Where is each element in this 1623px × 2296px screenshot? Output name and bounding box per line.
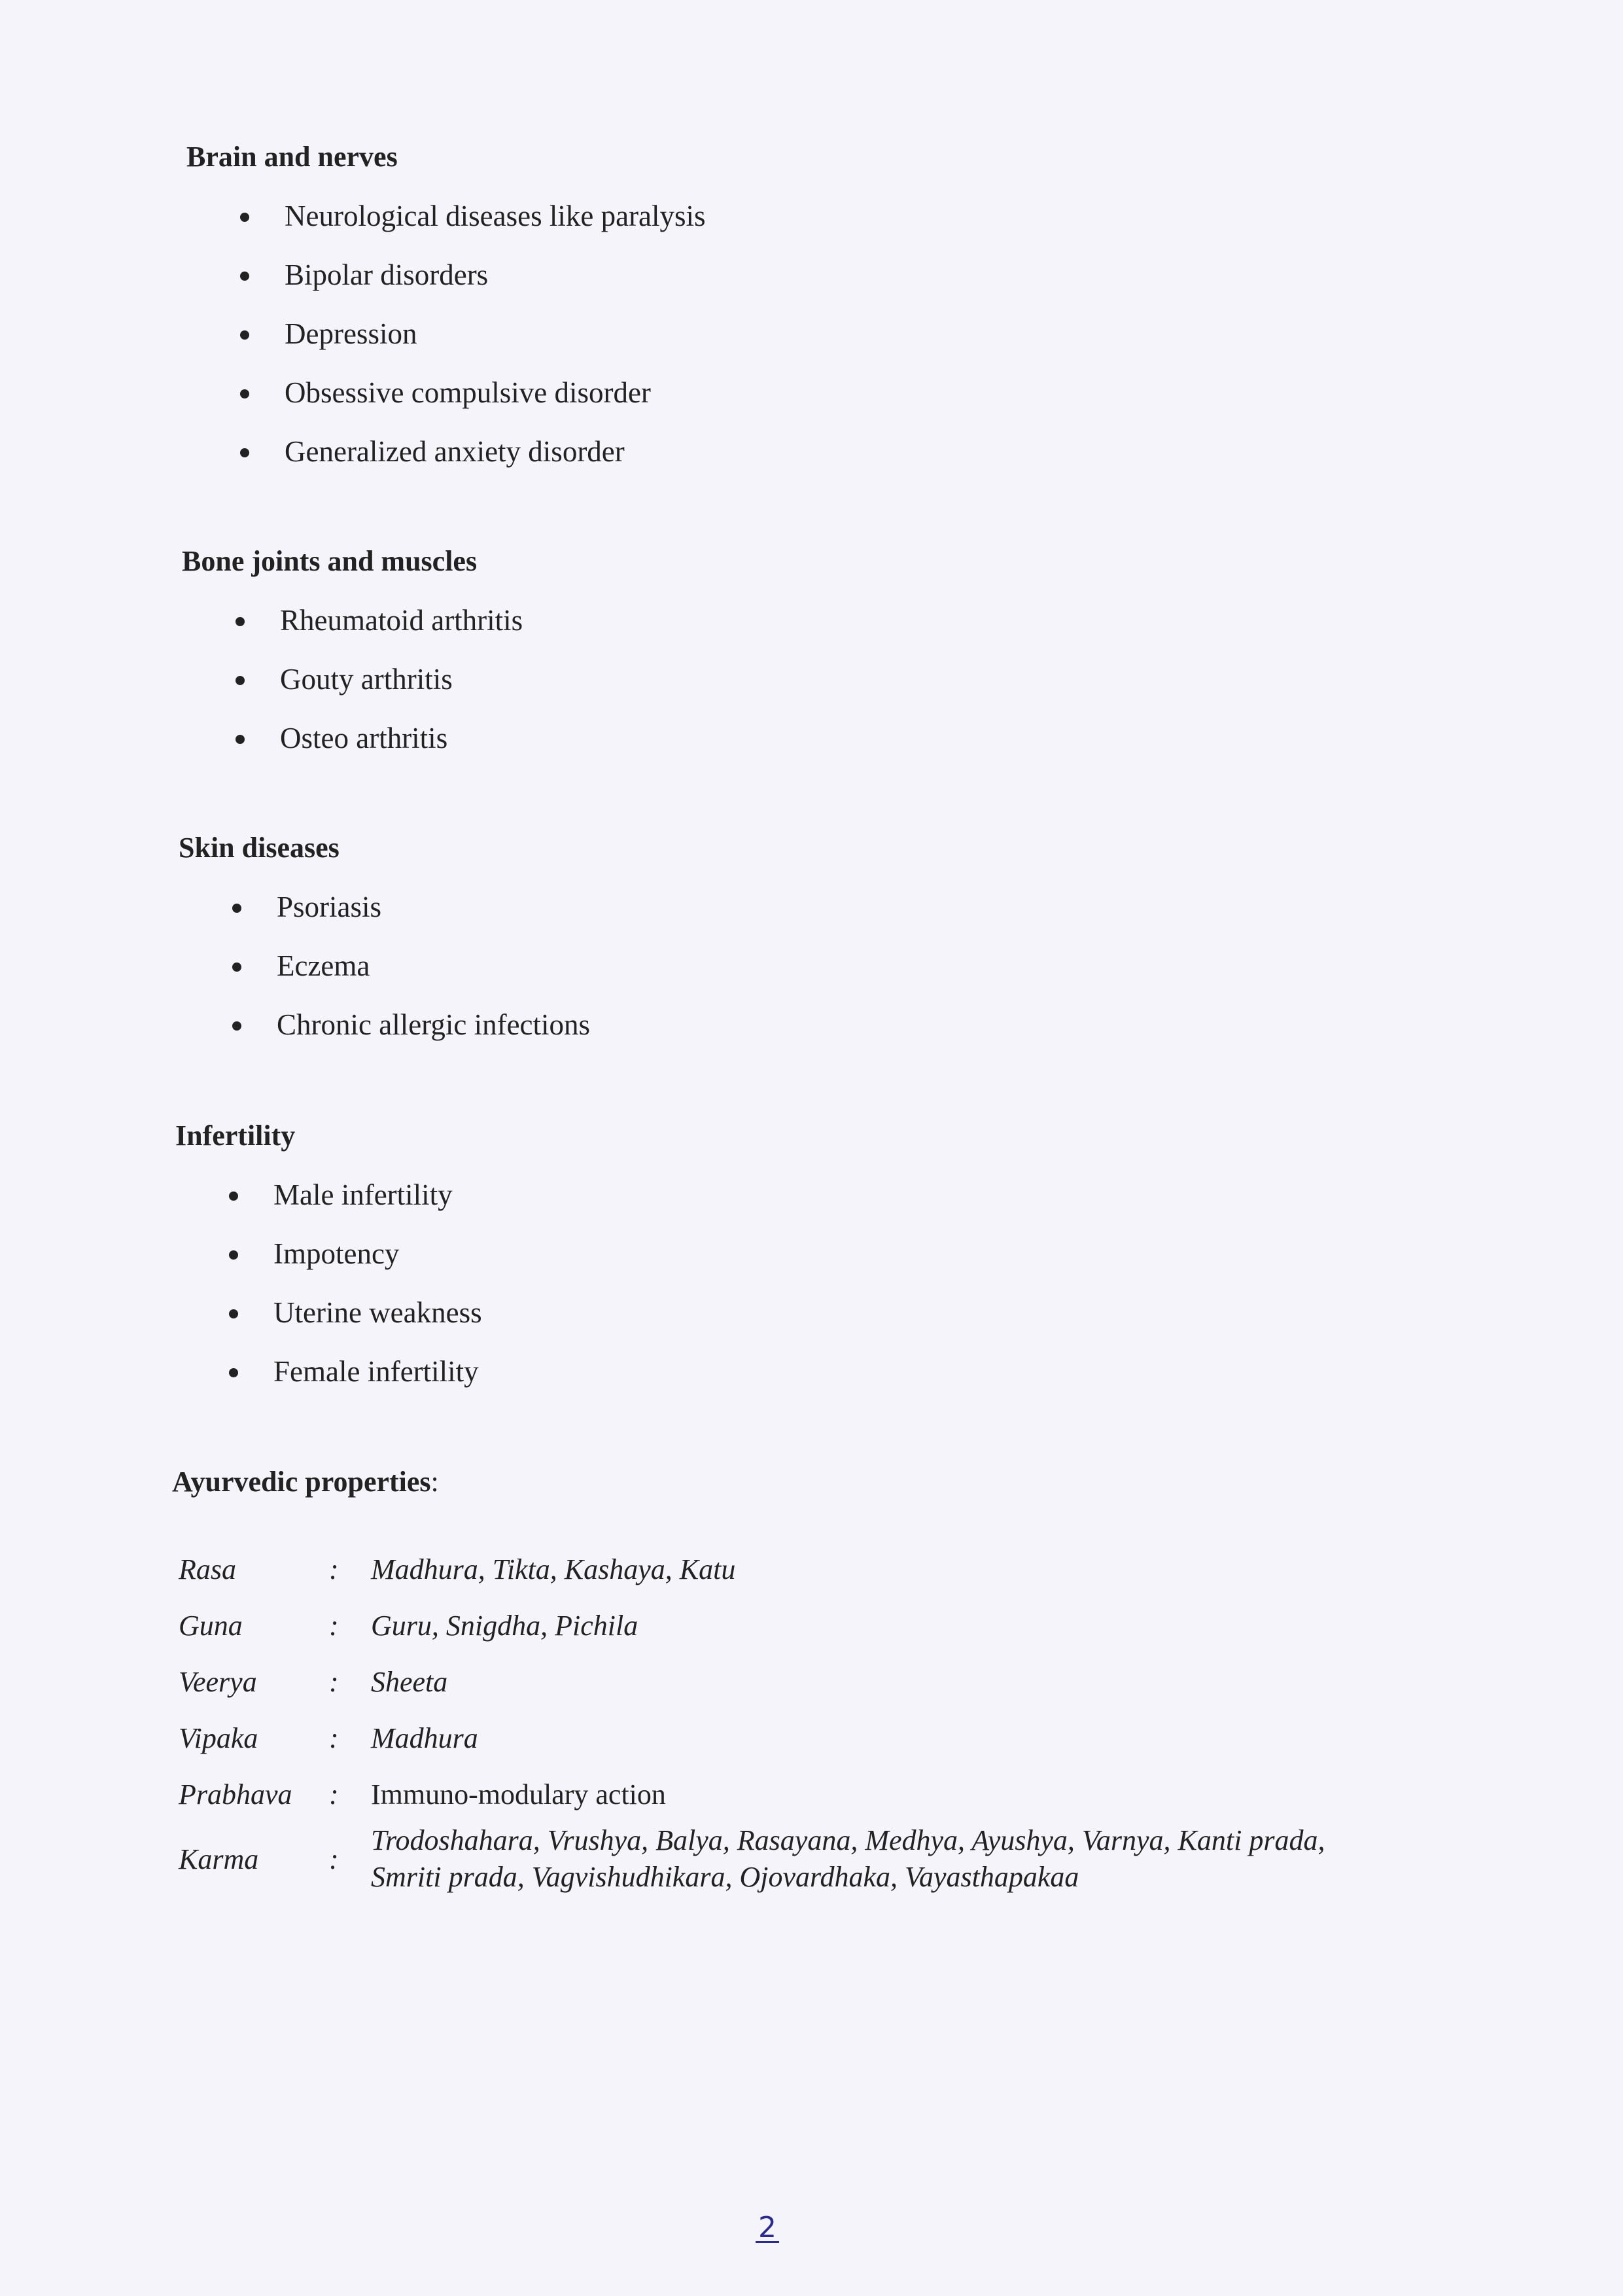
bullet-icon [240, 389, 249, 398]
property-key: Karma [179, 1843, 259, 1875]
property-separator: : [329, 1553, 339, 1585]
bullet-icon [229, 1368, 238, 1377]
property-value [371, 1822, 1325, 1896]
list-item [182, 602, 1490, 639]
property-key: Veerya [179, 1665, 257, 1698]
property-key: Guna [179, 1609, 243, 1642]
list-item [175, 1235, 1484, 1272]
page-number: 2 [756, 2215, 779, 2243]
property-value-line: Smriti prada, Vagvishudhikara, Ojovardhaka, Vayasthapakaa [371, 1861, 1079, 1893]
bullet-icon [229, 1192, 238, 1201]
list-item [186, 315, 1495, 352]
list-item-text: Gouty arthritis [280, 663, 453, 696]
property-separator: : [329, 1843, 339, 1875]
list-item-text: Uterine weakness [273, 1296, 482, 1329]
list-item-text: Male infertility [273, 1178, 453, 1211]
list-item-text: Female infertility [273, 1355, 479, 1388]
bullet-list [182, 602, 1490, 756]
list-item-text: Obsessive compulsive disorder [285, 376, 651, 409]
bullet-icon [232, 904, 241, 913]
bullet-list [179, 889, 1487, 1043]
list-item [186, 198, 1495, 234]
section-heading [172, 1464, 1480, 1500]
list-item [186, 433, 1495, 470]
list-item-text: Eczema [277, 949, 370, 982]
bullet-icon [229, 1250, 238, 1260]
list-item [186, 374, 1495, 411]
table-row [172, 1710, 1325, 1766]
table-row [172, 1766, 1325, 1822]
list-item [186, 256, 1495, 293]
list-item-text: Osteo arthritis [280, 722, 448, 754]
list-item [182, 720, 1490, 756]
list-item [179, 1006, 1487, 1043]
list-item [175, 1294, 1484, 1331]
list-item-text: Psoriasis [277, 891, 382, 923]
bullet-list [175, 1176, 1484, 1390]
property-separator: : [329, 1778, 339, 1810]
list-item-text: Neurological diseases like paralysis [285, 200, 706, 232]
bullet-icon [236, 735, 245, 744]
section-bone-joints-and-muscles [182, 543, 1490, 756]
bullet-icon [240, 448, 249, 457]
property-value: Madhura [371, 1722, 478, 1754]
bullet-list [186, 198, 1495, 470]
table-row [172, 1653, 1325, 1710]
list-item [175, 1176, 1484, 1213]
properties-table [172, 1541, 1325, 1896]
bullet-icon [240, 213, 249, 222]
property-key: Vipaka [179, 1722, 258, 1754]
list-item-text: Chronic allergic infections [277, 1008, 591, 1041]
section-heading: Bone joints and muscles [182, 545, 478, 577]
bullet-icon [232, 963, 241, 972]
bullet-icon [236, 617, 245, 626]
property-value-line: Trodoshahara, Vrushya, Balya, Rasayana, Medhya, Ayushya, Varnya, Kanti prada, [371, 1824, 1325, 1856]
bullet-icon [236, 676, 245, 685]
property-key: Prabhava [179, 1778, 292, 1810]
bullet-icon [229, 1309, 238, 1318]
property-value: Guru, Snigdha, Pichila [371, 1609, 638, 1642]
property-value: Madhura, Tikta, Kashaya, Katu [371, 1553, 736, 1585]
list-item [175, 1353, 1484, 1390]
property-value: Immuno-modulary action [371, 1778, 666, 1810]
section-infertility [175, 1118, 1484, 1390]
section-skin-diseases [179, 830, 1487, 1043]
bullet-icon [240, 272, 249, 281]
list-item-text: Rheumatoid arthritis [280, 604, 523, 637]
property-value: Sheeta [371, 1665, 448, 1698]
list-item-text: Depression [285, 317, 417, 350]
list-item-text: Generalized anxiety disorder [285, 435, 625, 468]
list-item [182, 661, 1490, 698]
table-row [172, 1541, 1325, 1597]
section-heading: Infertility [175, 1120, 296, 1152]
properties-heading-colon: : [430, 1466, 439, 1498]
list-item-text: Bipolar disorders [285, 258, 489, 291]
table-row [172, 1822, 1325, 1896]
property-separator: : [329, 1665, 339, 1698]
properties-heading: Ayurvedic properties [172, 1466, 431, 1498]
property-separator: : [329, 1722, 339, 1754]
list-item [179, 947, 1487, 984]
section-heading: Brain and nerves [186, 141, 398, 173]
list-item-text: Impotency [273, 1237, 400, 1270]
section-brain-and-nerves [186, 139, 1495, 470]
property-key: Rasa [179, 1553, 236, 1585]
bullet-icon [240, 330, 249, 340]
table-row [172, 1597, 1325, 1653]
property-separator: : [329, 1609, 339, 1642]
section-heading: Skin diseases [179, 832, 340, 864]
bullet-icon [232, 1021, 241, 1031]
list-item [179, 889, 1487, 925]
section-ayurvedic-properties [172, 1464, 1480, 1896]
